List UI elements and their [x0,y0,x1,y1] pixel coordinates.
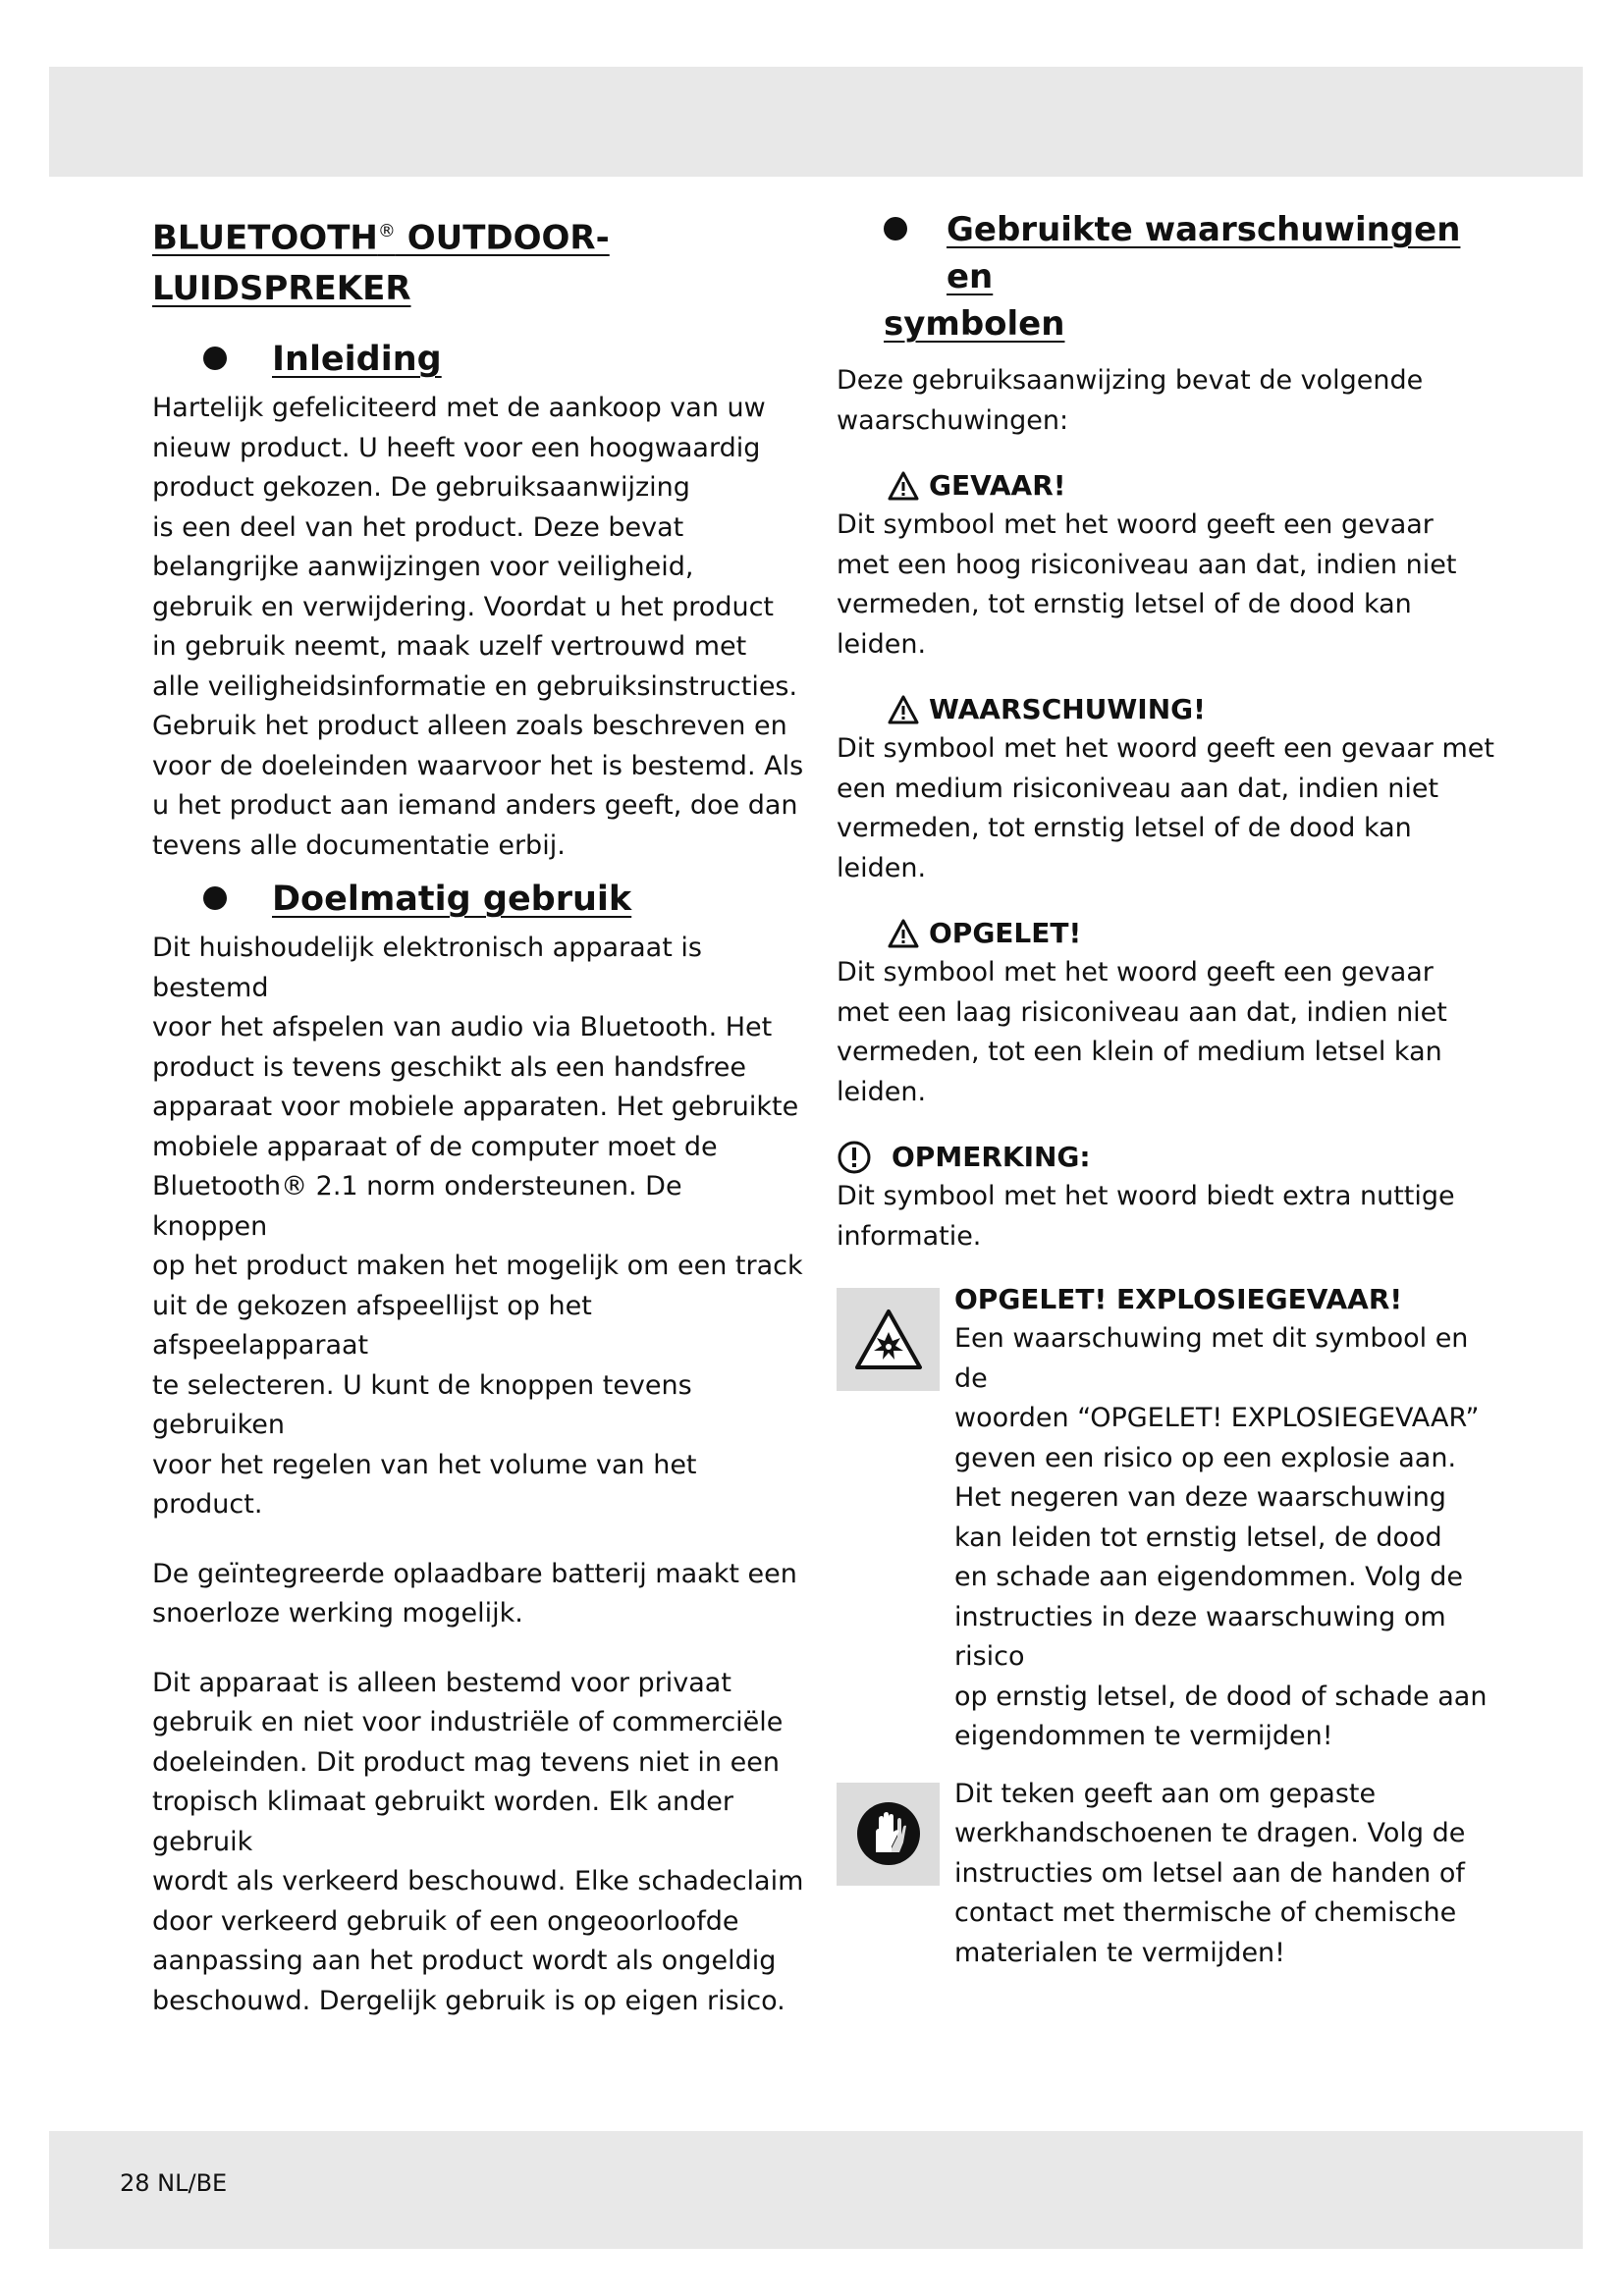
bullet-dot-icon [203,886,227,910]
warning-label: OPGELET! [929,917,1082,949]
text-line: te selecteren. U kunt de knoppen tevens gebruiken [152,1369,692,1441]
text-line: voor het regelen van het volume van het product. [152,1449,697,1521]
warnings-heading-line2: symbolen [884,304,1065,344]
text-line: De geïntegreerde oplaadbare batterij maakt een [152,1558,797,1589]
text-line: informatie. [837,1220,982,1252]
text-line: waarschuwingen: [837,404,1069,436]
doelmatig-paragraph-3 [152,1664,805,2022]
explosion-label: OPGELET! EXPLOSIEGEVAAR! [954,1283,1403,1315]
gloves-instruction-block [837,1778,1504,1974]
text-line: tevens alle documentatie erbij. [152,829,566,861]
text-line: aanpassing aan het product wordt als ongeldig [152,1946,777,1977]
section-heading-doelmatig [203,880,805,919]
text-line: een medium risiconiveau aan dat, indien niet [837,773,1439,804]
text-line: apparaat voor mobiele apparaten. Het gebruikte [152,1092,799,1123]
text-line: met een laag risiconiveau aan dat, indien niet [837,996,1447,1028]
text-line: werkhandschoenen te dragen. Volg de [954,1818,1466,1848]
text-line: in gebruik neemt, maak uzelf vertrouwd met [152,631,747,663]
gloves-text [954,1778,1466,1974]
protective-gloves-icon [854,1799,923,1868]
text-line: instructies om letsel aan de handen of [954,1857,1465,1889]
explosion-warning-block [837,1283,1504,1757]
text-line: vermeden, tot ernstig letsel of de dood kan leiden. [837,589,1412,660]
text-line: Hartelijk gefeliciteerd met de aankoop van uw [152,393,766,424]
text-line: belangrijke aanwijzingen voor veiligheid, [152,552,694,583]
warning-opgelet-heading [888,914,1504,953]
explosion-icon-box [837,1288,940,1391]
warning-waarschuwing-text [837,729,1504,888]
text-line: door verkeerd gebruik of een ongeoorloofde [152,1905,739,1937]
text-line: met een hoog risiconiveau aan dat, indien niet [837,549,1457,580]
text-line: wordt als verkeerd beschouwd. Elke schadeclaim [152,1866,804,1897]
warnings-heading-line1: Gebruikte waarschuwingen en [947,210,1461,296]
warning-opgelet-text [837,953,1504,1112]
text-line: gebruik en niet voor industriële of commerciële [152,1707,784,1738]
warning-gevaar-text [837,506,1504,665]
warning-gevaar-heading [888,466,1504,506]
bullet-dot-icon [203,347,227,370]
text-line: Gebruik het product alleen zoals beschreven en [152,711,787,742]
text-line: product gekozen. De gebruiksaanwijzing [152,472,690,504]
text-line: op ernstig letsel, de dood of schade aan [954,1681,1488,1712]
header-band [49,67,1583,177]
text-line: gebruik en verwijdering. Voordat u het product [152,591,774,622]
text-line: voor het afspelen van audio via Bluetooth. Het [152,1012,773,1043]
text-line: nieuw product. U heeft voor een hoogwaardig [152,432,761,463]
text-line: Het negeren van deze waarschuwing [954,1482,1446,1513]
note-opmerking-text [837,1177,1504,1256]
explosion-paragraph [954,1319,1504,1757]
gloves-icon-box [837,1783,940,1886]
text-line: alle veiligheidsinformatie en gebruiksinstructies. [152,670,798,702]
text-line: Een waarschuwing met dit symbool en de [954,1323,1469,1394]
warning-label: WAARSCHUWING! [929,693,1206,725]
title-text-2: LUIDSPREKER [152,269,411,309]
text-line: materialen te vermijden! [954,1937,1285,1968]
gloves-paragraph [954,1775,1465,1974]
text-line: voor de doeleinden waarvoor het is bestemd. Als [152,750,804,781]
warning-triangle-icon [888,471,919,501]
title-text-1-rest: OUTDOOR- [395,218,610,258]
note-label: OPMERKING: [892,1141,1091,1173]
warnings-intro [837,361,1504,441]
text-line: snoerloze werking mogelijk. [152,1598,523,1629]
text-line: vermeden, tot ernstig letsel of de dood kan leiden. [837,813,1412,883]
text-line: en schade aan eigendommen. Volg de [954,1562,1463,1592]
text-line: geven een risico op een explosie aan. [954,1442,1457,1473]
text-line: contact met thermische of chemische [954,1897,1457,1928]
section-title: Doelmatig gebruik [272,880,632,920]
text-line: vermeden, tot een klein of medium letsel kan leiden. [837,1037,1442,1107]
text-line: op het product maken het mogelijk om een track [152,1251,803,1282]
page-title [152,206,805,314]
text-line: kan leiden tot ernstig letsel, de dood [954,1522,1442,1553]
text-line: tropisch klimaat gebruikt worden. Elk ander gebruik [152,1787,734,1857]
text-line: product is tevens geschikt als een handsfree [152,1051,747,1083]
doelmatig-paragraph-2 [152,1555,805,1634]
warnings-heading-2 [884,300,1504,347]
text-line: instructies in deze waarschuwing om risico [954,1601,1446,1672]
warning-label: GEVAAR! [929,469,1066,502]
text-line: Deze gebruiksaanwijzing bevat de volgende [837,365,1424,396]
right-column [837,206,1504,1973]
text-line: Dit teken geeft aan om gepaste [954,1778,1377,1809]
title-text-1: BLUETOOTH [152,218,378,258]
explosion-hazard-icon [854,1308,923,1371]
text-line: Dit huishoudelijk elektronisch apparaat is bestemd [152,933,702,1003]
text-line: uit de gekozen afspeellijst op het afspeelapparaat [152,1290,592,1362]
text-line: eigendommen te vermijden! [954,1721,1333,1751]
text-line: Bluetooth® 2.1 norm ondersteunen. De knoppen [152,1171,682,1242]
exclamation-circle-icon [837,1140,872,1175]
warning-waarschuwing-heading [888,690,1504,729]
section-heading-inleiding [203,340,805,379]
warning-triangle-icon [888,695,919,724]
warnings-heading [884,206,1504,300]
section-title: Inleiding [272,340,442,380]
warning-triangle-icon [888,919,919,948]
text-line: u het product aan iemand anders geeft, doe dan [152,790,798,822]
text-line: beschouwd. Dergelijk gebruik is op eigen risico. [152,1985,785,2016]
registered-mark: ® [377,221,396,241]
bullet-dot-icon [884,217,907,240]
text-line: Dit symbool met het woord biedt extra nuttige [837,1181,1455,1211]
text-line: Dit apparaat is alleen bestemd voor privaat [152,1667,731,1698]
footer-band [49,2131,1583,2249]
text-line: doeleinden. Dit product mag tevens niet in een [152,1746,780,1778]
doelmatig-paragraph-1 [152,929,805,1525]
inleiding-paragraph [152,389,805,866]
text-line: Dit symbool met het woord geeft een gevaar met [837,733,1494,764]
page-number: 28 NL/BE [120,2169,228,2197]
explosion-text [954,1283,1504,1757]
left-column [152,206,805,2021]
text-line: Dit symbool met het woord geeft een gevaar [837,509,1434,540]
text-line: woorden “OPGELET! EXPLOSIEGEVAAR” [954,1403,1480,1433]
note-opmerking-heading [837,1138,1504,1177]
text-line: Dit symbool met het woord geeft een gevaar [837,957,1434,988]
text-line: is een deel van het product. Deze bevat [152,511,684,543]
text-line: mobiele apparaat of de computer moet de [152,1131,718,1162]
